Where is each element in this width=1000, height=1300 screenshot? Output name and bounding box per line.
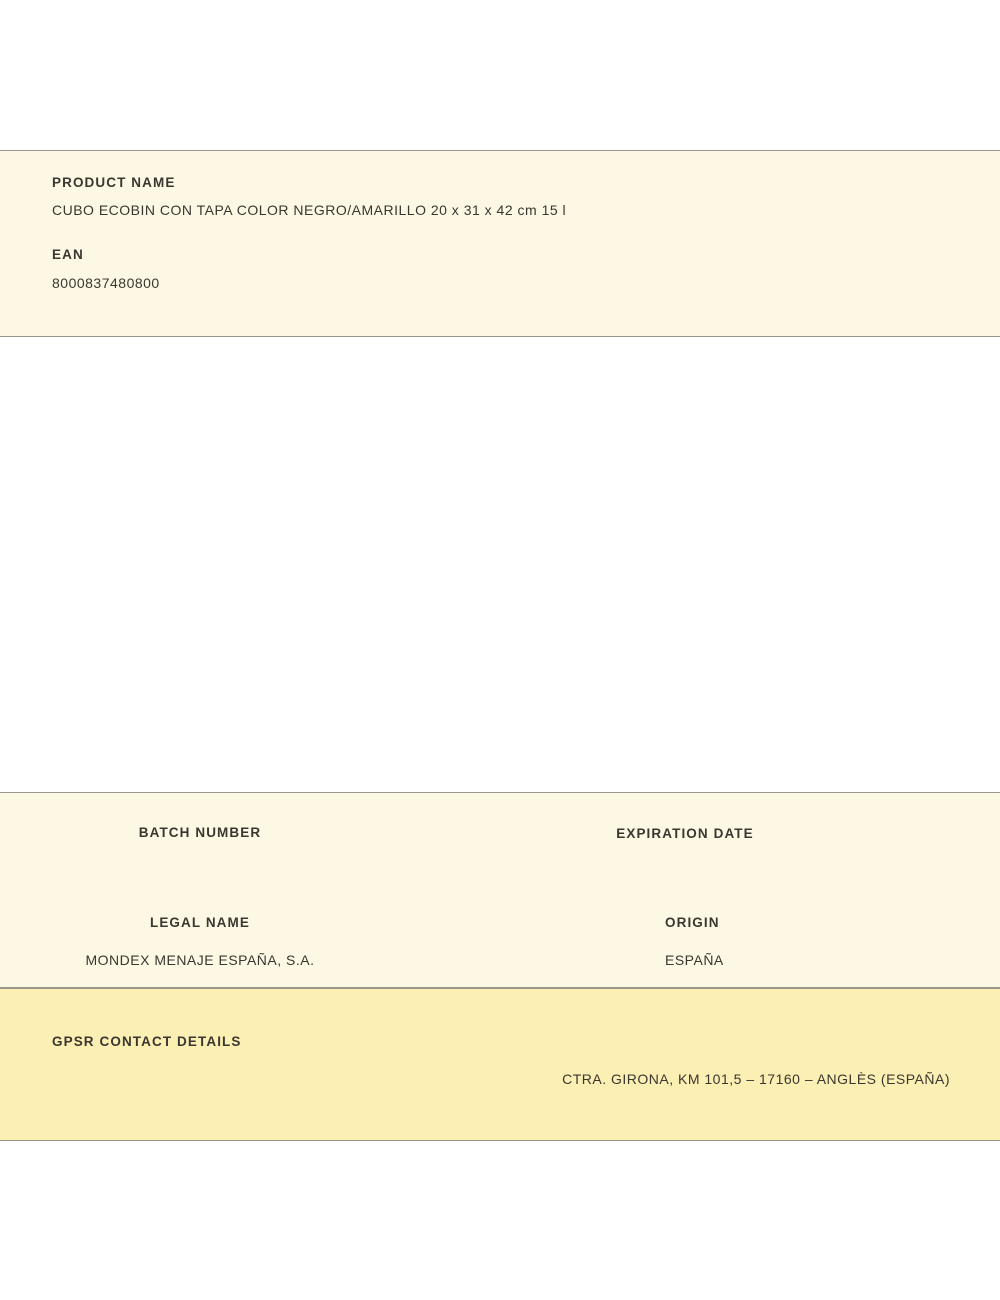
- ean-label: EAN: [52, 247, 84, 263]
- spacer: [52, 219, 948, 247]
- ean-value: 8000837480800: [52, 274, 160, 291]
- blank-content-area: [0, 337, 1000, 792]
- traceability-row-top: [0, 825, 1000, 863]
- gpsr-contact-label: GPSR CONTACT DETAILS: [52, 1034, 242, 1049]
- batch-number-label: BATCH NUMBER: [138, 825, 262, 840]
- expiration-date-field: [500, 825, 1000, 863]
- traceability-row-bottom: [0, 915, 1000, 968]
- bottom-blank-area: [0, 1141, 1000, 1300]
- legal-name-value: MONDEX MENAJE ESPAÑA, S.A.: [85, 952, 315, 968]
- gpsr-contact-value: CTRA. GIRONA, KM 101,5 – 17160 – ANGLÈS (ESPAÑA): [562, 1071, 950, 1087]
- traceability-panel: [0, 792, 1000, 988]
- origin-value: ESPAÑA: [665, 952, 724, 968]
- product-name-label: PRODUCT NAME: [52, 175, 176, 190]
- expiration-date-label: EXPIRATION DATE: [616, 826, 754, 841]
- product-info-panel: [0, 150, 1000, 337]
- legal-name-label: LEGAL NAME: [149, 915, 250, 930]
- gpsr-contact-panel: [0, 988, 1000, 1141]
- legal-name-field: [0, 915, 500, 968]
- origin-field: [500, 915, 1000, 968]
- product-info-inner: [0, 151, 1000, 292]
- origin-label: ORIGIN: [665, 915, 720, 930]
- batch-number-field: [0, 825, 500, 863]
- product-name-value: CUBO ECOBIN CON TAPA COLOR NEGRO/AMARILLO 20 x 31 x 42 cm 15 l: [52, 202, 567, 219]
